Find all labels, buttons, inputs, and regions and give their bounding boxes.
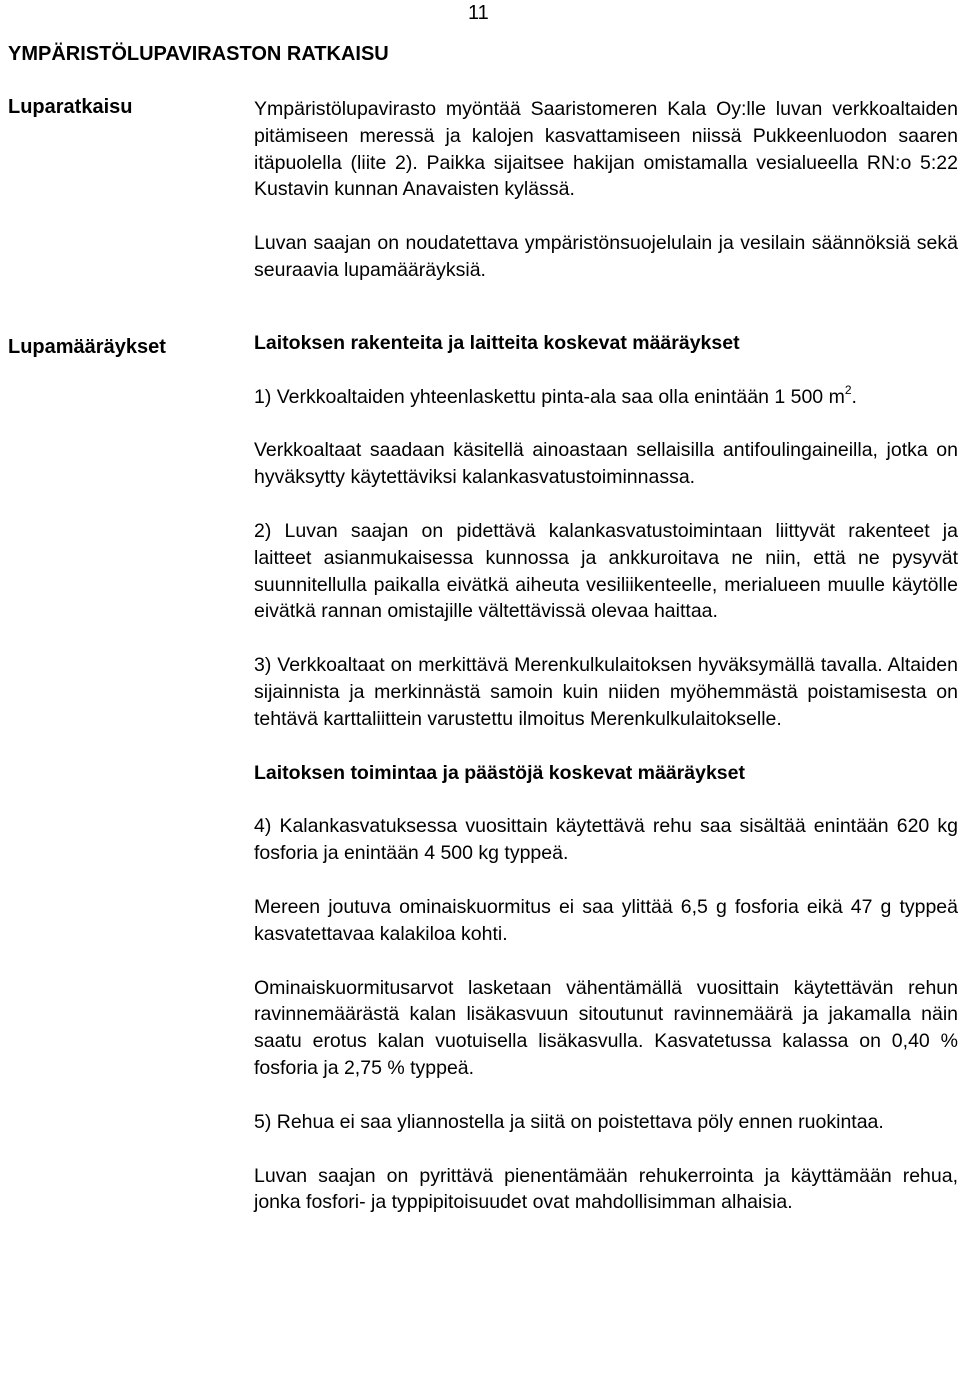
item-2: 2) Luvan saajan on pidettävä kalankasvatustoimintaan liittyvät rakenteet ja laitteet asianmukaisessa kunnossa ja ankkuroitava ne niin, että ne pysyvät suunnitellulla paikalla eivätkä aiheuta vesiliikenteelle, merialueen muulle käytölle eivätkä rannan omistajille vältettävissä olevaa haittaa. bbox=[254, 519, 958, 623]
item-4: 4) Kalankasvatuksessa vuosittain käytettävä rehu saa sisältää enintään 620 kg fosforia ja enintään 4 500 kg typpeä. bbox=[254, 815, 958, 865]
item-1-superscript: 2 bbox=[844, 383, 852, 398]
item-5: 5) Rehua ei saa yliannostella ja siitä on poistettava pöly ennen ruokintaa. bbox=[254, 1110, 884, 1133]
document-body bbox=[254, 96, 958, 1216]
item-1-text: 1) Verkkoaltaiden yhteenlaskettu pinta-ala saa olla enintään 1 500 m bbox=[254, 385, 845, 408]
page-number: 11 bbox=[468, 2, 489, 24]
paragraph-specific-load: Mereen joutuva ominaiskuormitus ei saa ylittää 6,5 g fosforia eikä 47 g typpeä kasvatettavaa kalakiloa kohti. bbox=[254, 895, 958, 945]
heading-operations: Laitoksen toimintaa ja päästöjä koskevat määräykset bbox=[254, 761, 745, 784]
item-3: 3) Verkkoaltaat on merkittävä Merenkulkulaitoksen hyväksymällä tavalla. Altaiden sijainnista ja merkinnästä samoin kuin niiden myöhemmästä poistamisesta on tehtävä karttaliittein varustettu ilmoitus Merenkulkulaitokselle. bbox=[254, 654, 958, 730]
paragraph-permit-decision: Ympäristölupavirasto myöntää Saaristomeren Kala Oy:lle luvan verkkoaltaiden pitämiseen meressä ja kalojen kasvattamiseen niissä Pukkeenluodon saaren itäpuolella (liite 2). Paikka sijaitsee hakijan omistamalla vesialueella RN:o 5:22 Kustavin kunnan Anavaisten kylässä. bbox=[254, 98, 958, 201]
paragraph-obligations: Luvan saajan on noudatettava ympäristönsuojelulain ja vesilain säännöksiä sekä seuraavia lupamääräyksiä. bbox=[254, 232, 958, 281]
paragraph-antifouling: Verkkoaltaat saadaan käsitellä ainoastaan sellaisilla antifoulingaineilla, jotka on hyväksytty käytettäviksi kalankasvatustoiminnassa. bbox=[254, 439, 958, 489]
document-title: YMPÄRISTÖLUPAVIRASTON RATKAISU bbox=[8, 43, 389, 65]
section-label-luparatkaisu: Luparatkaisu bbox=[8, 96, 133, 118]
item-1-end: . bbox=[851, 385, 857, 408]
paragraph-feed-coefficient: Luvan saajan on pyrittävä pienentämään rehukerrointa ja käyttämään rehua, jonka fosfori- ja typpipitoisuudet ovat mahdollisimman alhaisia. bbox=[254, 1164, 958, 1214]
section-label-lupamaaraykset: Lupamääräykset bbox=[8, 336, 166, 358]
item-1 bbox=[254, 384, 958, 411]
paragraph-calculation: Ominaiskuormitusarvot lasketaan vähentämällä vuosittain käytettävän rehun ravinnemäärästä kalan lisäkasvuun sitoutunut ravinnemäärä ja jakamalla näin saatu erotus kalan vuotuisella lisäkasvulla. Kasvatetussa kalassa on 0,40 % fosforia ja 2,75 % typpeä. bbox=[254, 976, 958, 1079]
heading-structures: Laitoksen rakenteita ja laitteita koskevat määräykset bbox=[254, 331, 740, 354]
